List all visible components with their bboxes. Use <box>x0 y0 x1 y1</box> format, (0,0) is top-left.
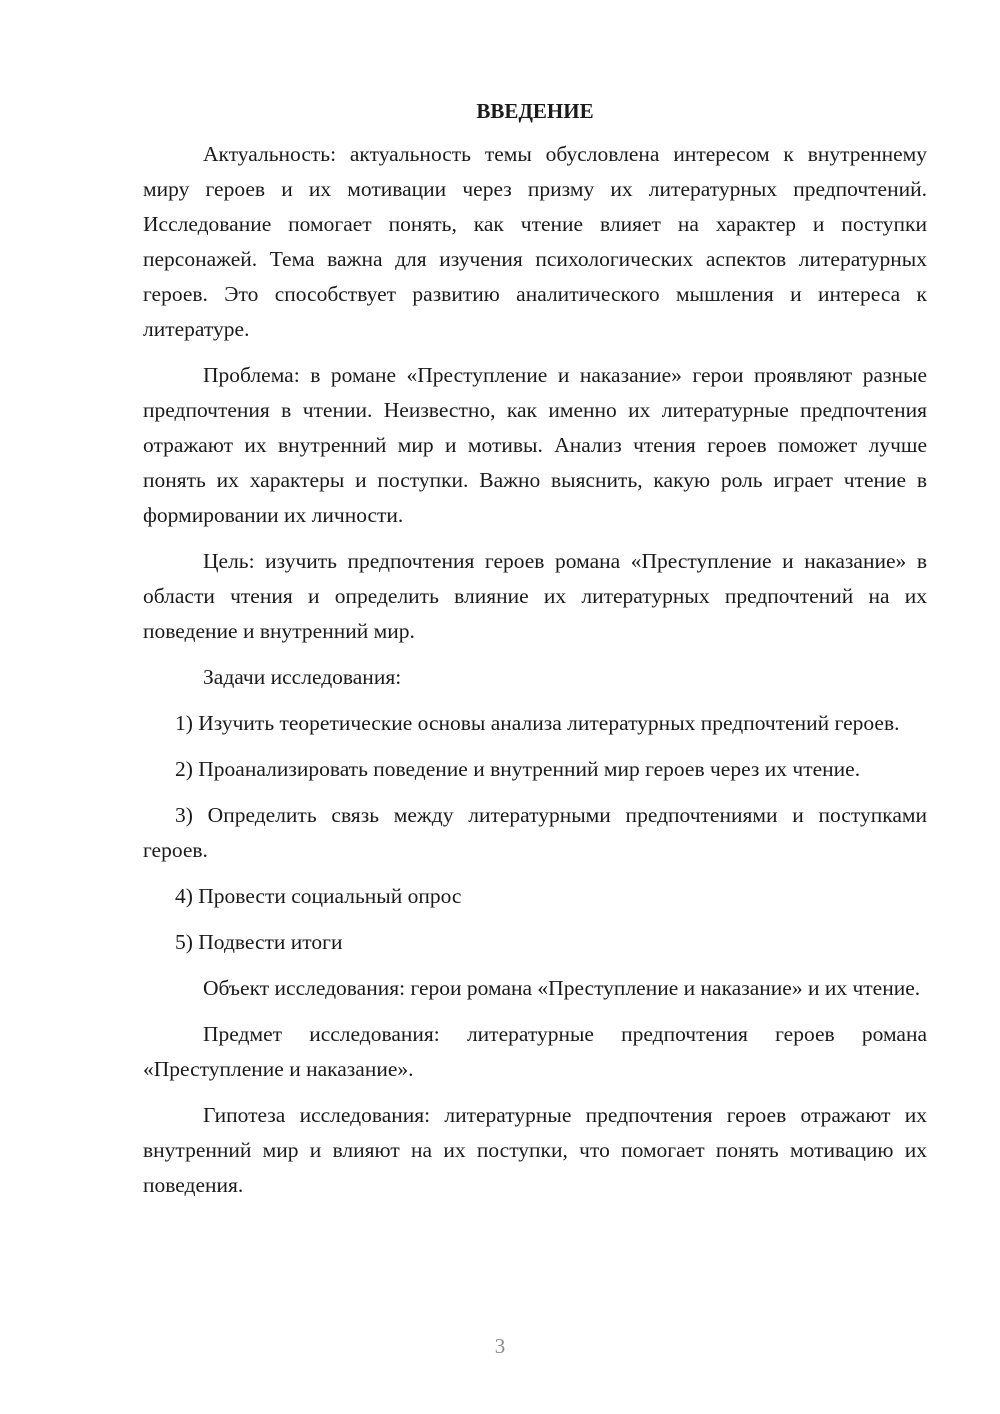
document-page <box>143 96 927 1214</box>
problem-paragraph: Проблема: в романе «Преступление и наказание» герои проявляют разные предпочтения в чтении. Неизвестно, как именно их литературные предпочтения отражают их внутренний мир и мотивы. Анализ чтения героев поможет лучше понять их характеры и поступки. Важно выяснить, какую роль играет чтение в формировании их личности. <box>143 363 927 527</box>
tasks-heading: Задачи исследования: <box>203 665 402 689</box>
page-number: 3 <box>494 1334 506 1358</box>
task-item-3: 3) Определить связь между литературными предпочтениями и поступками героев. <box>143 803 927 862</box>
goal-paragraph: Цель: изучить предпочтения героев романа «Преступление и наказание» в области чтения и определить влияние их литературных предпочтений на их поведение и внутренний мир. <box>143 549 927 643</box>
object-paragraph: Объект исследования: герои романа «Преступление и наказание» и их чтение. <box>203 976 921 1000</box>
task-item-5: 5) Подвести итоги <box>175 930 343 954</box>
task-item-1: 1) Изучить теоретические основы анализа литературных предпочтений героев. <box>175 711 900 735</box>
task-item-4: 4) Провести социальный опрос <box>175 884 462 908</box>
section-title: ВВЕДЕНИЕ <box>476 99 594 123</box>
subject-paragraph: Предмет исследования: литературные предпочтения героев романа «Преступление и наказание». <box>143 1022 927 1081</box>
hypothesis-paragraph: Гипотеза исследования: литературные предпочтения героев отражают их внутренний мир и влияют на их поступки, что помогает понять мотивацию их поведения. <box>143 1103 927 1197</box>
task-item-2: 2) Проанализировать поведение и внутренний мир героев через их чтение. <box>175 757 861 781</box>
relevance-paragraph: Актуальность: актуальность темы обусловлена интересом к внутреннему миру героев и их мотивации через призму их литературных предпочтений. Исследование помогает понять, как чтение влияет на характер и поступки персонажей. Тема важна для изучения психологических аспектов литературных героев. Это способствует развитию аналитического мышления и интереса к литературе. <box>143 142 927 341</box>
